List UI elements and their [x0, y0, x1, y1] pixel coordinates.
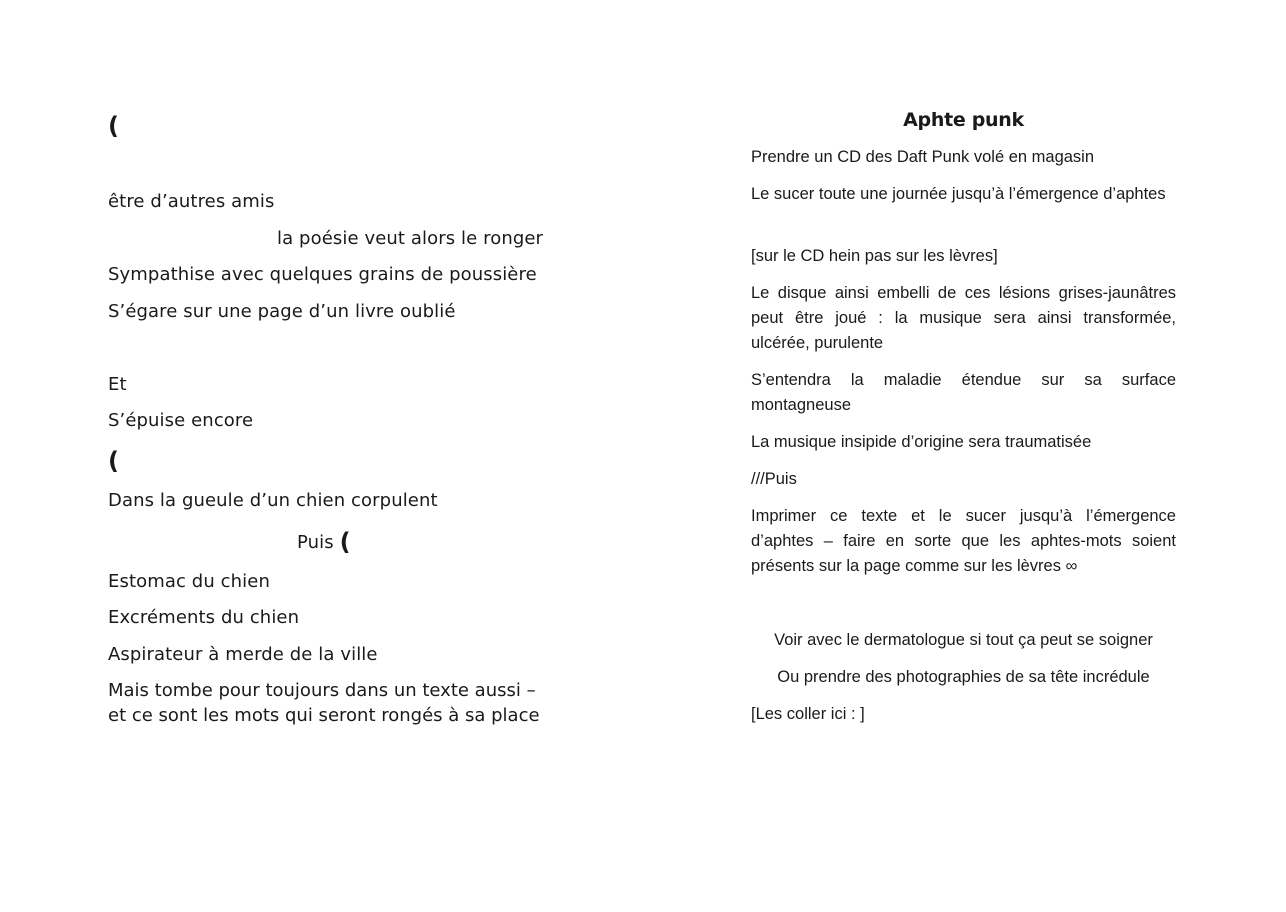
paragraph: Le sucer toute une journée jusqu’à l’émergence d’aphtes	[751, 185, 1166, 203]
poem-line-puis	[297, 530, 351, 555]
middle-parenthesis: (	[108, 447, 120, 475]
poem-line: Mais tombe pour toujours dans un texte aussi –	[108, 680, 536, 701]
puis-parenthesis: (	[339, 528, 351, 556]
poem-line: Aspirateur à merde de la ville	[108, 644, 378, 665]
paragraph: Imprimer ce texte et le sucer jusqu’à l’émergence d’aphtes – faire en sorte que les aphtes-mots soient présents sur la page comme sur les lèvres ∞	[751, 507, 1176, 575]
puis-word: Puis	[297, 532, 334, 553]
paragraph: ///Puis	[751, 470, 797, 488]
paragraph: Prendre un CD des Daft Punk volé en magasin	[751, 148, 1095, 166]
poem-line: Dans la gueule d’un chien corpulent	[108, 490, 438, 511]
poem-line: Et	[108, 374, 127, 395]
poem-line: et ce sont les mots qui seront rongés à sa place	[108, 705, 540, 726]
paragraph: Le disque ainsi embelli de ces lésions grises-jaunâtres peut être joué : la musique sera ainsi transformée, ulcérée, purulente	[751, 284, 1176, 352]
paragraph: [sur le CD hein pas sur les lèvres]	[751, 247, 998, 265]
paragraph: Ou prendre des photographies de sa tête incrédule	[777, 668, 1150, 686]
paragraph: La musique insipide d’origine sera traumatisée	[751, 433, 1092, 451]
poem-line: S’épuise encore	[108, 410, 254, 431]
poem-final-stanza	[108, 678, 540, 728]
poem-line: Excréments du chien	[108, 607, 300, 628]
poem-line: S’égare sur une page d’un livre oublié	[108, 301, 456, 322]
poem-line: Sympathise avec quelques grains de poussière	[108, 264, 537, 285]
page-title: Aphte punk	[903, 109, 1024, 131]
right-page	[643, 0, 1286, 912]
paragraph: [Les coller ici : ]	[751, 705, 865, 723]
opening-parenthesis: (	[108, 112, 120, 140]
poem-line: Estomac du chien	[108, 571, 270, 592]
poem-line: la poésie veut alors le ronger	[277, 228, 544, 249]
poem-line: être d’autres amis	[108, 191, 275, 212]
paragraph: S’entendra la maladie étendue sur sa surface montagneuse	[751, 371, 1176, 414]
paragraph: Voir avec le dermatologue si tout ça peut se soigner	[774, 631, 1153, 649]
